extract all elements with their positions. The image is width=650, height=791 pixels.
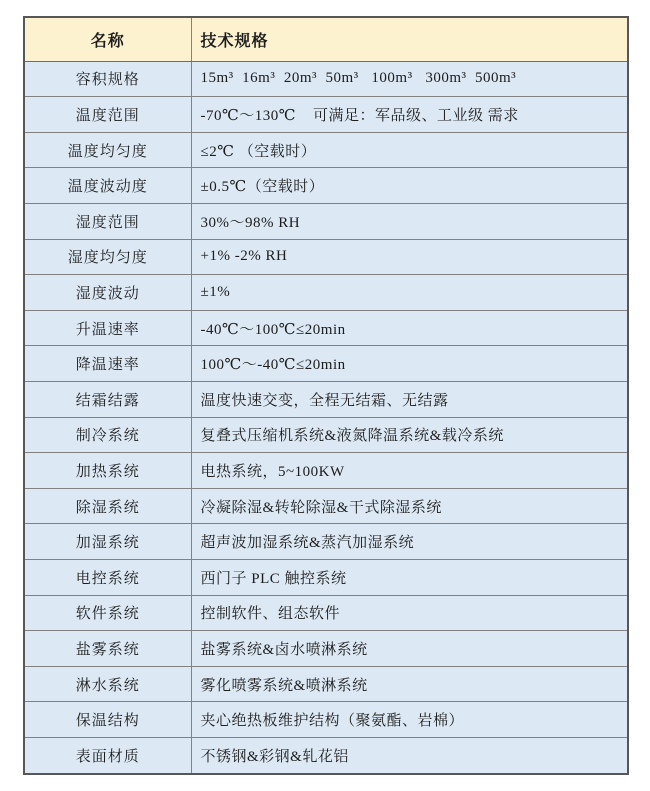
row-name: 湿度范围 [24,203,191,239]
table-row [24,417,628,453]
row-name: 湿度均匀度 [24,239,191,275]
row-name: 升温速率 [24,310,191,346]
table-row [24,631,628,667]
table-row [24,738,628,774]
table-row [24,97,628,133]
row-name: 制冷系统 [24,417,191,453]
row-name: 结霜结露 [24,381,191,417]
row-value: 温度快速交变，全程无结霜、无结露 [191,381,628,417]
table-row [24,203,628,239]
table-row [24,595,628,631]
row-name: 保温结构 [24,702,191,738]
header-name-label: 名称 [24,17,191,61]
row-value: ≤2℃ （空载时） [191,132,628,168]
table-row [24,524,628,560]
row-value: ±1% [191,275,628,311]
table-row [24,239,628,275]
table-row [24,560,628,596]
row-value: 西门子 PLC 触控系统 [191,560,628,596]
row-name: 容积规格 [24,61,191,97]
row-name: 加湿系统 [24,524,191,560]
row-name: 温度波动度 [24,168,191,204]
row-value: 不锈钢&彩钢&轧花铝 [191,738,628,774]
row-value: 控制软件、组态软件 [191,595,628,631]
row-value: +1% -2% RH [191,239,628,275]
row-value: -70℃～130℃ 可满足：军品级、工业级 需求 [191,97,628,133]
table-row [24,666,628,702]
header-spec-label: 技术规格 [191,17,628,61]
row-value: 电热系统，5~100KW [191,453,628,489]
table-row [24,346,628,382]
row-name: 加热系统 [24,453,191,489]
spec-table [23,16,629,775]
row-value: 100℃～-40℃≤20min [191,346,628,382]
row-value: -40℃～100℃≤20min [191,310,628,346]
table-header-row [24,17,628,61]
row-value: 复叠式压缩机系统&液氮降温系统&载冷系统 [191,417,628,453]
row-value: 超声波加湿系统&蒸汽加湿系统 [191,524,628,560]
row-name: 淋水系统 [24,666,191,702]
table-row [24,702,628,738]
table-row [24,310,628,346]
row-name: 表面材质 [24,738,191,774]
table-row [24,61,628,97]
table-row [24,381,628,417]
row-value: 雾化喷雾系统&喷淋系统 [191,666,628,702]
row-name: 盐雾系统 [24,631,191,667]
row-value: 30%～98% RH [191,203,628,239]
row-value: ±0.5℃（空载时） [191,168,628,204]
row-value: 15m³ 16m³ 20m³ 50m³ 100m³ 300m³ 500m³ [191,61,628,97]
row-value: 冷凝除湿&转轮除湿&干式除湿系统 [191,488,628,524]
table-row [24,275,628,311]
row-name: 除湿系统 [24,488,191,524]
row-value: 夹心绝热板维护结构（聚氨酯、岩棉） [191,702,628,738]
table-row [24,132,628,168]
row-name: 软件系统 [24,595,191,631]
table-row [24,488,628,524]
row-value: 盐雾系统&卤水喷淋系统 [191,631,628,667]
table-row [24,168,628,204]
row-name: 温度范围 [24,97,191,133]
row-name: 降温速率 [24,346,191,382]
table-row [24,453,628,489]
row-name: 电控系统 [24,560,191,596]
row-name: 温度均匀度 [24,132,191,168]
row-name: 湿度波动 [24,275,191,311]
